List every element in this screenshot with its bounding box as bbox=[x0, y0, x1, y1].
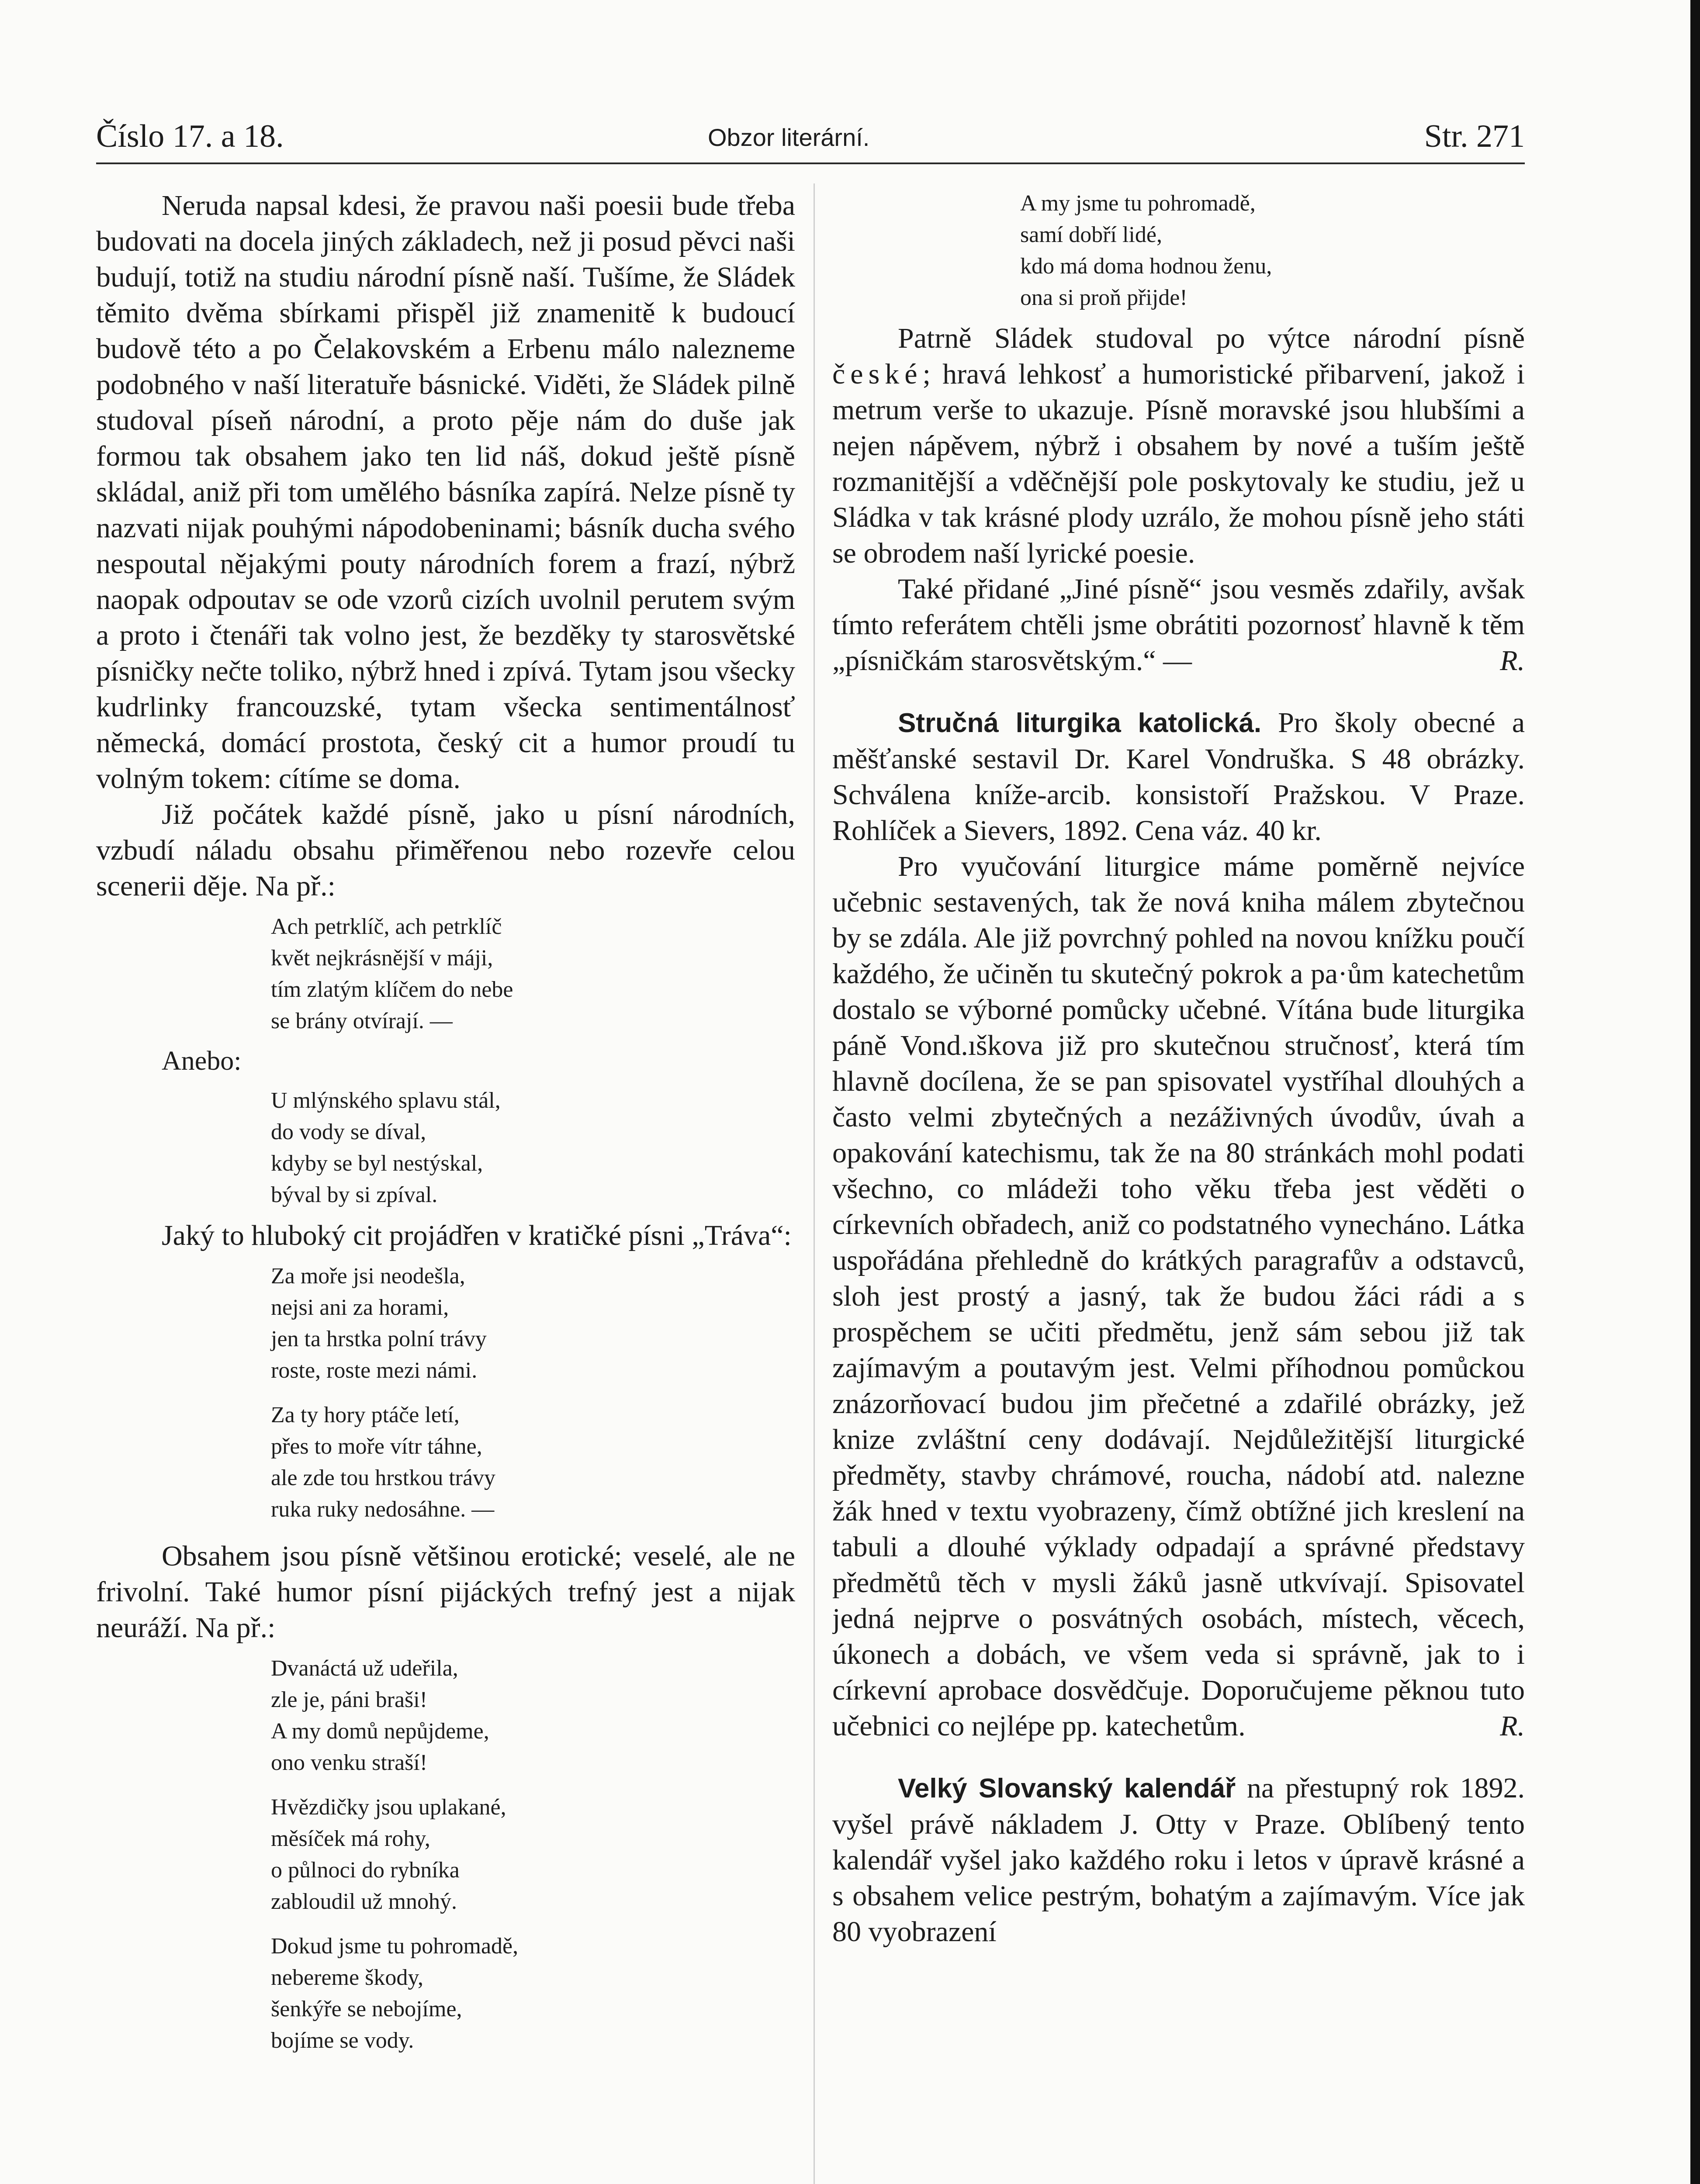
paragraph-jine-pisne-text: Také přidané „Jiné písně“ jsou vesměs zdařily, avšak tímto referátem chtěli jsme obrátiti pozornosť hlavně k těm „písničkám starosvětským.“ — bbox=[832, 573, 1525, 677]
poem-pohromade bbox=[1020, 188, 1525, 314]
poem-line: Za ty hory ptáče letí, bbox=[271, 1403, 460, 1427]
paragraph-patrne-start: Patrně Sládek studoval po výtce národní písně bbox=[898, 322, 1525, 354]
journal-title: Obzor literární. bbox=[708, 124, 870, 151]
signature: R. bbox=[1500, 1710, 1525, 1742]
issue-number: Číslo 17. a 18. bbox=[96, 118, 284, 154]
review-liturgika-body bbox=[832, 849, 1525, 1744]
poem-line: květ nejkrásnější v máji, bbox=[271, 946, 493, 971]
poem-trava bbox=[271, 1261, 795, 1525]
poem-line: A my jsme tu pohromadě, bbox=[1020, 191, 1256, 216]
paragraph-jine-pisne bbox=[832, 571, 1525, 679]
poem-stanza bbox=[271, 1931, 795, 2056]
poem-line: Ach petrklíč, ach petrklíč bbox=[271, 914, 502, 939]
poem-line: ale zde tou hrstkou trávy bbox=[271, 1465, 496, 1490]
poem-dvanacta bbox=[271, 1653, 795, 2056]
poem-line: nejsi ani za horami, bbox=[271, 1295, 449, 1320]
poem-line: bojíme se vody. bbox=[271, 2028, 414, 2053]
poem-line: kdyby se byl nestýskal, bbox=[271, 1151, 483, 1176]
review-body-text: Pro vyučování liturgice máme poměrně nejvíce učebnic sestavených, tak že nová kniha málem zbytečnou by se zdála. Ale již povrchný pohled na novou knížku poučí každého, že učiněn tu skutečný pokrok a pa·ům katechetům dostalo se výborné pomůcky učebné. Vítána bude liturgika páně Vond.ıškova již pro skutečnou stručnosť, která tím hlavně docílena, že se pan spisovatel vystříhal dlouhých a často velmi zbytečných a nezáživných úvodův, úvah a opakování katechismu, tak že na 80 stránkách mohl podati všechno, co mládeži toho věku třeba jest věděti o církevních obřadech, aniž co podstatného vynecháno. Látka uspořádána přehledně do krátkých paragrafův a odstavců, sloh jest prostý a jasný, tak že budou žáci rádi a s prospěchem se učiti předmětu, jenž sám sebou již tak zajímavým a poutavým jest. Velmi příhodnou pomůckou znázorňovací budou jim přečetné a zdařilé obrázky, jež knize zvláštní ceny dodávají. Nejdůležitější liturgické předměty, stavby chrámové, roucha, nádobí atd. nalezne žák hned v textu vyobrazeny, čímž obtížné jich kreslení na tabuli a dlouhé výklady odpadají a správné představy předmětů těch v mysli žáků jasně utkvívají. Spisovatel jedná nejprve o posvátných osobách, místech, věcech, úkonech a dobách, ve všem veda si správně, jak to i církevní aprobace dosvědčuje. Doporučujeme pěknou tuto učebnici co nejlépe pp. katechetům. bbox=[832, 850, 1525, 1742]
review-title: Velký Slovanský kalendář bbox=[898, 1773, 1236, 1804]
left-column bbox=[96, 188, 795, 2184]
poem-stanza bbox=[271, 1653, 795, 1779]
column-divider bbox=[814, 183, 815, 2184]
right-column bbox=[832, 188, 1525, 2184]
review-kalendar bbox=[832, 1770, 1525, 1950]
poem-line: kdo má doma hodnou ženu, bbox=[1020, 254, 1272, 279]
poem-line: Za moře jsi neodešla, bbox=[271, 1264, 465, 1289]
poem-line: Dokud jsme tu pohromadě, bbox=[271, 1934, 519, 1959]
poem-mlynsky-splav bbox=[271, 1085, 795, 1211]
poem-line: Dvanáctá už udeřila, bbox=[271, 1656, 458, 1681]
scan-edge bbox=[1690, 0, 1700, 2184]
section-gap bbox=[832, 679, 1525, 705]
review-liturgika-header bbox=[832, 705, 1525, 849]
poem-line: tím zlatým klíčem do nebe bbox=[271, 977, 513, 1002]
poem-stanza bbox=[271, 1400, 795, 1525]
paragraph-pocatek: Již počátek každé písně, jako u písní národních, vzbudí náladu obsahu přiměřenou nebo rozevře celou scenerii děje. Na př.: bbox=[96, 798, 795, 902]
poem-line: o půlnoci do rybníka bbox=[271, 1858, 460, 1883]
poem-line: nebereme škody, bbox=[271, 1965, 423, 1990]
poem-line: býval by si zpíval. bbox=[271, 1182, 438, 1207]
poem-line: šenkýře se nebojíme, bbox=[271, 1997, 462, 2022]
page-header bbox=[96, 118, 1525, 162]
review-kalendar-text: na přestupný rok 1892. vyšel právě nákladem J. Otty v Praze. Oblíbený tento kalendář vyšel jako každého roku i letos v úpravě krásné a s obsahem velice pestrým, bohatým a zajímavým. Více jak 80 vyobrazení bbox=[832, 1772, 1525, 1948]
poem-line: ono venku straší! bbox=[271, 1750, 428, 1775]
section-gap bbox=[832, 1744, 1525, 1770]
spaced-word-ceske: české bbox=[832, 358, 923, 390]
review-intro: Pro školy obecné a měšťanské sestavil Dr. Karel Vondruška. S 48 obrázky. Schválena kníže-arcib. konsistoří Pražskou. V Praze. Rohlíček a Sievers, 1892. Cena váz. 40 kr. bbox=[832, 707, 1525, 847]
poem-stanza bbox=[271, 1261, 795, 1386]
poem-line: zle je, páni braši! bbox=[271, 1687, 428, 1712]
poem-line: ona si proň přijde! bbox=[1020, 285, 1188, 310]
header-rule bbox=[96, 162, 1525, 164]
poem-line: U mlýnského splavu stál, bbox=[271, 1088, 501, 1113]
poem-line: do vody se díval, bbox=[271, 1120, 426, 1144]
anebo-label: Anebo: bbox=[162, 1046, 242, 1076]
poem-line: přes to moře vítr táhne, bbox=[271, 1434, 482, 1459]
poem-line: ruka ruky nedosáhne. — bbox=[271, 1497, 495, 1522]
paragraph-trava: Jaký to hluboký cit projádřen v kratičké písni „Tráva“: bbox=[162, 1220, 792, 1251]
poem-line: zabloudil už mnohý. bbox=[271, 1889, 457, 1914]
poem-line: roste, roste mezi námi. bbox=[271, 1358, 478, 1383]
poem-petrklic bbox=[271, 911, 795, 1037]
poem-line: jen ta hrstka polní trávy bbox=[271, 1327, 487, 1351]
poem-stanza bbox=[271, 1792, 795, 1918]
poem-line: měsíček má rohy, bbox=[271, 1826, 430, 1851]
poem-line: A my domů nepůjdeme, bbox=[271, 1719, 489, 1744]
review-title: Stručná liturgika katolická. bbox=[898, 708, 1262, 738]
poem-line: se brány otvírají. — bbox=[271, 1009, 453, 1033]
paragraph-neruda: Neruda napsal kdesi, že pravou naši poesii bude třeba budovati na docela jiných základech, než ji posud pěvci naši budují, totiž na studiu národní písně naší. Tušíme, že Sládek těmito dvěma sbírkami přispěl již znamenitě k budoucí budově této a po Čelakovském a Erbenu málo nalezneme podobného v naší literatuře básnické. Viděti, že Sládek pilně studoval píseň národní, a proto pěje nám do duše jak formou tak obsahem jako ten lid náš, dokud ještě písně skládal, aniž při tom umělého básníka zapírá. Nelze písně ty nazvati nijak pouhými nápodobeninami; básník ducha svého nespoutal nějakými pouty národních forem a frazí, nýbrž naopak odpoutav se ode vzorů cizích uvolnil perutem svým a proto i čtenáři tak volno jest, že bezděky ty starosvětské písničky nečte toliko, nýbrž hned i zpívá. Tytam jsou všecky kudrlinky francouzské, tytam všecka sentimentálnosť německá, domácí prostota, český cit a humor proudí tu volným tokem: cítíme se doma. bbox=[96, 190, 795, 795]
poem-line: Hvězdičky jsou uplakané, bbox=[271, 1795, 506, 1820]
signature: R. bbox=[1500, 645, 1525, 677]
poem-line: samí dobří lidé, bbox=[1020, 222, 1162, 247]
paragraph-patrne bbox=[832, 321, 1525, 571]
paragraph-patrne-end: ; hravá lehkosť a humoristické přibarvení, jakož i metrum verše to ukazuje. Písně moravské jsou hlubšími a nejen nápěvem, nýbrž i obsahem by nové a tuším ještě rozmanitější a vděčnější pole poskytovaly ke studiu, jež u Sládka v tak krásné plody uzrálo, že mohou písně jeho státi se obrodem naší lyrické poesie. bbox=[832, 358, 1525, 569]
page-number: Str. 271 bbox=[1424, 118, 1525, 154]
paragraph-obsahem: Obsahem jsou písně většinou erotické; veselé, ale ne frivolní. Také humor písní pijáckých trefný jest a nijak neuráží. Na př.: bbox=[96, 1540, 795, 1644]
